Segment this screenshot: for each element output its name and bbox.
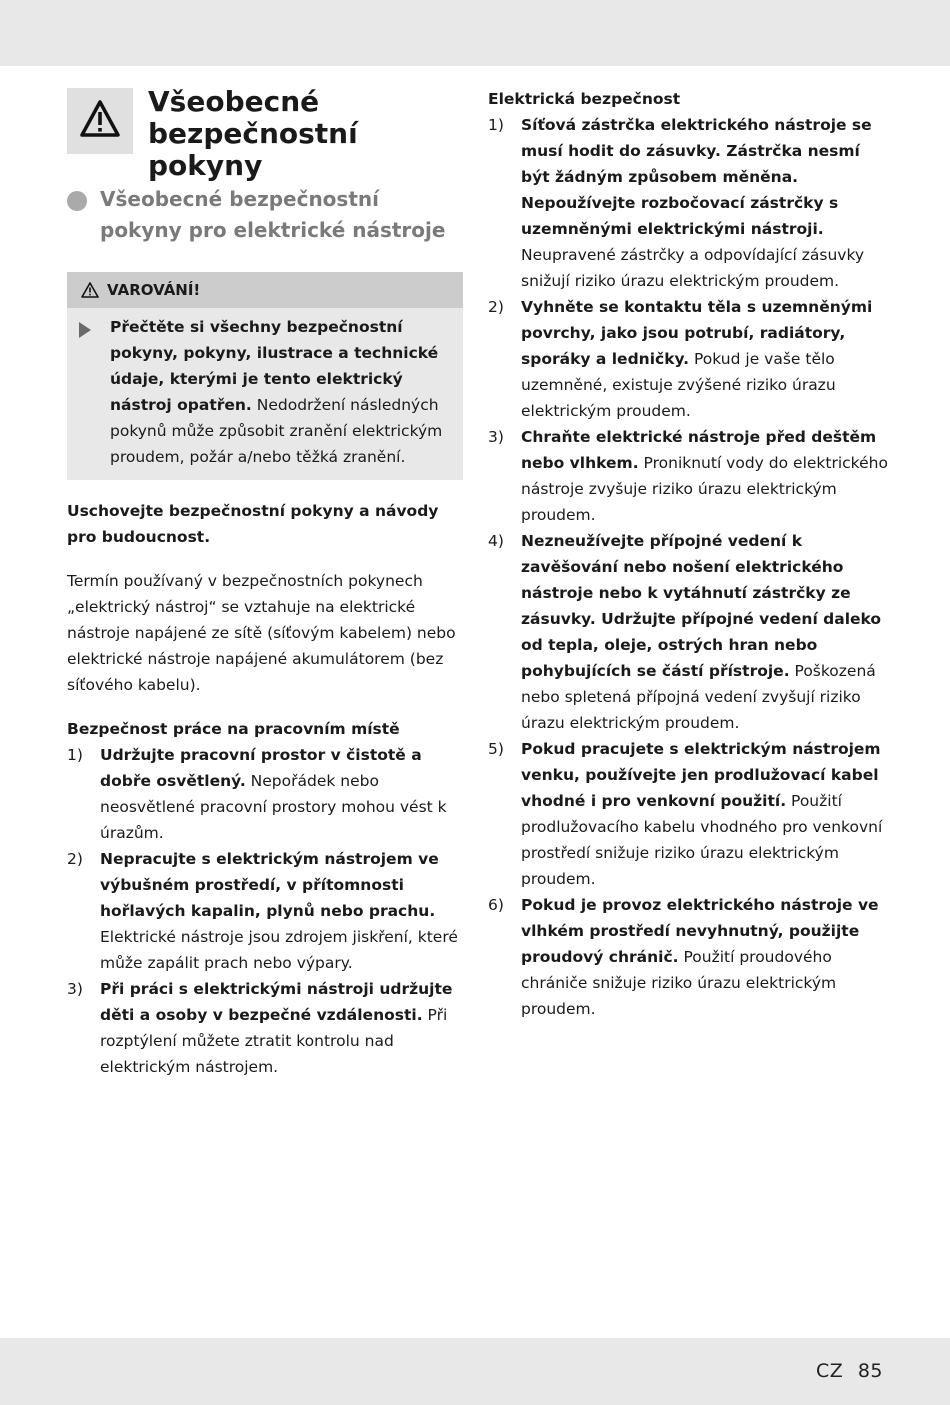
item-bold-text: Chraňte elektrické nástroje před deštěm nebo vlhkem. <box>521 428 877 472</box>
list-item <box>488 892 888 1022</box>
item-number: 3) <box>67 980 83 998</box>
warning-small-icon <box>81 282 99 298</box>
electrical-safety-heading: Elektrická bezpečnost <box>488 90 681 108</box>
item-text: Elektrické nástroje jsou zdrojem jiskření, které může zapálit prach nebo výpary. <box>100 928 458 972</box>
item-number: 5) <box>488 740 504 758</box>
page-number: 85 <box>857 1360 883 1382</box>
warning-plain-text: Nedodržení následných pokynů může způsobit zranění elektrickým proudem, požár a/nebo těžká zranění. <box>110 396 443 466</box>
item-number: 2) <box>488 298 504 316</box>
right-column <box>488 86 888 1022</box>
item-number: 4) <box>488 532 504 550</box>
warning-bold-text: Přečtěte si všechny bezpečnostní pokyny, pokyny, ilustrace a technické údaje, kterými je tento elektrický nástroj opatřen. <box>110 318 439 414</box>
item-text: Použití prodlužovacího kabelu vhodného pro venkovní prostředí snižuje riziko úrazu elektrickým proudem. <box>521 792 883 888</box>
list-item <box>488 528 888 736</box>
item-text: Pokud je vaše tělo uzemněné, existuje zvýšené riziko úrazu elektrickým proudem. <box>521 350 836 420</box>
list-item <box>67 846 463 976</box>
page-title: Všeobecné bezpečnostní pokyny <box>148 85 358 182</box>
item-bold-text: Při práci s elektrickými nástroji udržujte děti a osoby v bezpečné vzdálenosti. <box>100 980 453 1024</box>
warning-label: VAROVÁNÍ! <box>107 281 201 299</box>
list-item <box>488 112 888 294</box>
top-band <box>0 0 950 66</box>
item-bold-text: Nezneužívejte přípojné vedení k zavěšování nebo nošení elektrického nástroje nebo k vytáhnutí zástrčky ze zásuvky. Udržujte přípojné vedení daleko od tepla, oleje, ostrých hran nebo pohybujících se částí přístroje. <box>521 532 882 680</box>
item-bold-text: Síťová zástrčka elektrického nástroje se musí hodit do zásuvky. Zástrčka nesmí být žádným způsobem měněna. Nepoužívejte rozbočovací zástrčky s uzemněnými elektrickými nástroji. <box>521 116 872 238</box>
item-bold-text: Vyhněte se kontaktu těla s uzemněnými povrchy, jako jsou potrubí, radiátory, sporáky a ledničky. <box>521 298 873 368</box>
item-number: 3) <box>488 428 504 446</box>
item-text: Použití proudového chrániče snižuje riziko úrazu elektrickým proudem. <box>521 948 837 1018</box>
page-footer <box>808 1360 883 1382</box>
item-text: Při rozptýlení můžete ztratit kontrolu nad elektrickým nástrojem. <box>100 1006 448 1076</box>
section-subtitle <box>67 184 463 246</box>
item-text: Poškozená nebo spletená přípojná vedení zvyšují riziko úrazu elektrickým proudem. <box>521 662 876 732</box>
list-item <box>488 424 888 528</box>
arrow-right-icon <box>79 322 91 338</box>
item-bold-text: Udržujte pracovní prostor v čistotě a dobře osvětlený. <box>100 746 422 790</box>
warning-text <box>110 314 445 470</box>
keep-instructions-note: Uschovejte bezpečnostní pokyny a návody pro budoucnost. <box>67 502 439 546</box>
item-number: 1) <box>67 746 83 764</box>
warning-header <box>67 272 463 308</box>
item-number: 6) <box>488 896 504 914</box>
warning-triangle-icon <box>79 99 121 139</box>
workplace-safety-heading: Bezpečnost práce na pracovním místě <box>67 720 400 738</box>
item-text: Proniknutí vody do elektrického nástroje zvyšuje riziko úrazu elektrickým proudem. <box>521 454 888 524</box>
item-number: 2) <box>67 850 83 868</box>
list-item <box>67 976 463 1080</box>
left-column <box>67 86 463 1080</box>
item-bold-text: Pokud je provoz elektrického nástroje ve vlhkém prostředí nevyhnutný, použijte proudový chránič. <box>521 896 879 966</box>
list-item <box>488 736 888 892</box>
bullet-dot-icon <box>67 191 87 211</box>
warning-body <box>67 308 463 480</box>
list-item <box>67 742 463 846</box>
language-code: CZ <box>815 1360 844 1382</box>
term-paragraph: Termín používaný v bezpečnostních pokynech „elektrický nástroj“ se vztahuje na elektrické nástroje napájené ze sítě (síťovým kabelem) nebo elektrické nástroje napájené akumulátorem (bez síťového kabelu). <box>67 572 456 694</box>
item-text: Neupravené zástrčky a odpovídající zásuvky snižují riziko úrazu elektrickým proudem. <box>521 246 865 290</box>
item-text: Nepořádek nebo neosvětlené pracovní prostory mohou vést k úrazům. <box>100 772 447 842</box>
item-number: 1) <box>488 116 504 134</box>
item-bold-text: Pokud pracujete s elektrickým nástrojem venku, používejte jen prodlužovací kabel vhodné i pro venkovní použití. <box>521 740 881 810</box>
section-header <box>67 85 463 182</box>
subtitle-text: Všeobecné bezpečnostní pokyny pro elektrické nástroje <box>100 187 446 242</box>
warning-panel <box>67 272 463 480</box>
item-bold-text: Nepracujte s elektrickým nástrojem ve výbušném prostředí, v přítomnosti hořlavých kapalin, plynů nebo prachu. <box>100 850 439 920</box>
warning-icon-box <box>67 88 133 154</box>
list-item <box>488 294 888 424</box>
